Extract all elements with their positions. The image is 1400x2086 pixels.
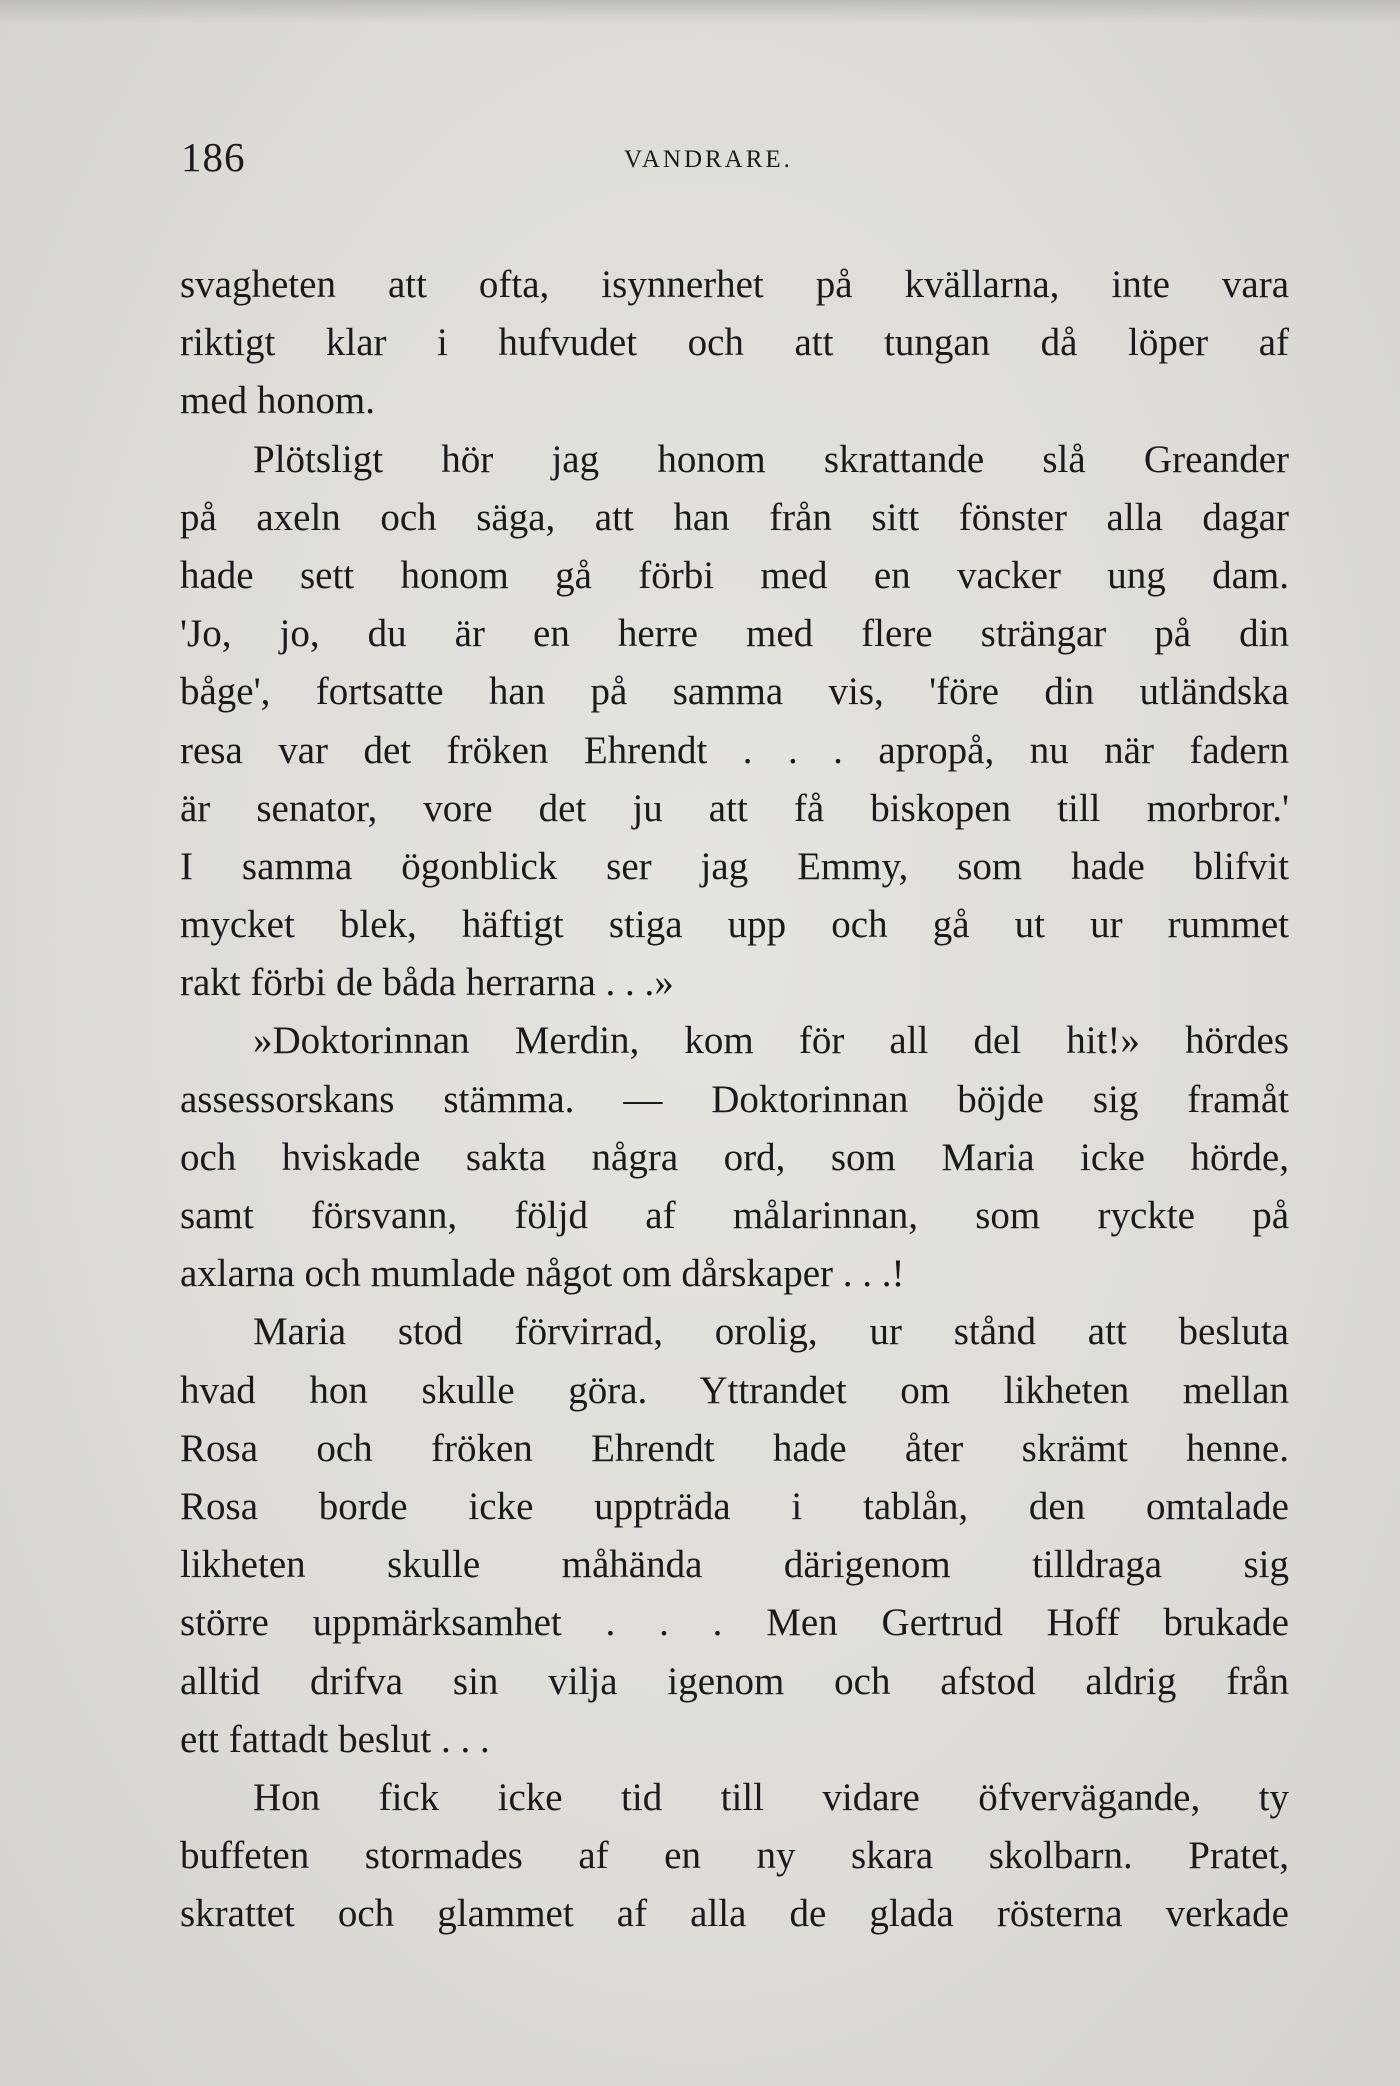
text-line: Rosa borde icke uppträda i tablån, den omtalade [180, 1484, 1289, 1528]
text-line: mycket blek, häftigt stiga upp och gå ut ur rummet [180, 903, 1289, 947]
page-header [181, 132, 1288, 182]
text-line: axlarna och mumlade något om dårskaper . . .! [180, 1252, 905, 1296]
text-line: båge', fortsatte han på samma vis, 'före din utländska [180, 670, 1289, 714]
text-line: svagheten att ofta, isynnerhet på kvällarna, inte vara [180, 263, 1289, 306]
page-number: 186 [181, 134, 246, 180]
text-line: rakt förbi de båda herrarna . . .» [180, 961, 674, 1005]
text-line: med honom. [180, 379, 375, 423]
text-line: »Doktorinnan Merdin, kom för all del hit!» hördes [253, 1019, 1289, 1063]
text-line: ett fattadt beslut . . . [180, 1717, 490, 1761]
text-line: hvad hon skulle göra. Yttrandet om likheten mellan [180, 1368, 1289, 1412]
text-line: hade sett honom gå förbi med en vacker ung dam. [180, 553, 1289, 597]
text-line: likheten skulle måhända därigenom tilldraga sig [180, 1543, 1289, 1587]
text-line: Rosa och fröken Ehrendt hade åter skrämt henne. [180, 1426, 1289, 1470]
text-line: på axeln och säga, att han från sitt fönster alla dagar [180, 495, 1289, 539]
text-line: riktigt klar i hufvudet och att tungan då löper af [180, 321, 1289, 365]
text-line: är senator, vore det ju att få biskopen till morbror.' [180, 786, 1289, 830]
text-line: alltid drifva sin vilja igenom och afstod aldrig från [180, 1659, 1289, 1703]
text-line: Hon fick icke tid till vidare öfvervägande, ty [253, 1775, 1289, 1819]
text-line: buffeten stormades af en ny skara skolbarn. Pratet, [180, 1834, 1289, 1878]
text-line: assessorskans stämma. — Doktorinnan böjde sig framåt [180, 1077, 1289, 1121]
text-line: skrattet och glammet af alla de glada rösterna verkade [180, 1892, 1289, 1936]
text-line: Maria stod förvirrad, orolig, ur stånd att besluta [253, 1310, 1289, 1354]
running-head: VANDRARE. [624, 146, 793, 173]
body-text [180, 256, 1289, 1943]
text-line: samt försvann, följd af målarinnan, som ryckte på [180, 1194, 1289, 1237]
text-line: Plötsligt hör jag honom skrattande slå Greander [253, 437, 1289, 481]
text-line: och hviskade sakta några ord, som Maria icke hörde, [180, 1135, 1289, 1179]
text-line: större uppmärksamhet . . . Men Gertrud Hoff brukade [180, 1601, 1289, 1645]
text-line: I samma ögonblick ser jag Emmy, som hade blifvit [180, 844, 1289, 888]
text-line: resa var det fröken Ehrendt . . . apropå, nu när fadern [180, 728, 1289, 772]
text-line: 'Jo, jo, du är en herre med flere strängar på din [180, 612, 1289, 656]
